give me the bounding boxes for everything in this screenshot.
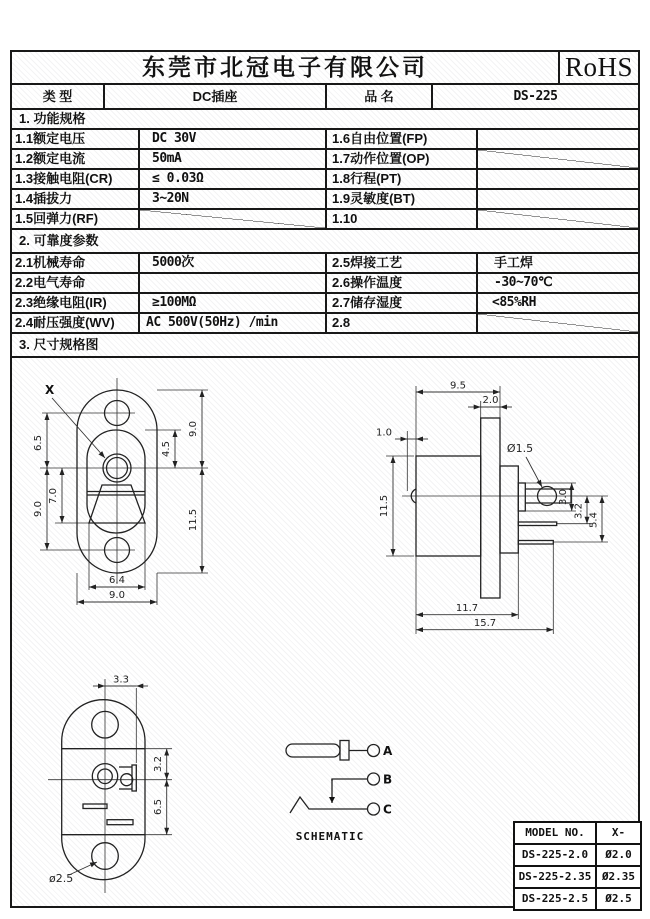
spec-value: DC 30V	[140, 130, 327, 148]
dim-label: 6.4	[109, 575, 125, 586]
model-table-row	[515, 845, 640, 867]
spec-label: 1.9灵敏度(BT)	[327, 190, 478, 208]
spec-row	[12, 190, 638, 210]
schematic-caption: SCHEMATIC	[295, 830, 365, 843]
section1-title: 1. 功能规格	[19, 111, 86, 126]
spec-label: 2.2电气寿命	[12, 274, 140, 292]
spec-row	[12, 210, 638, 230]
section3-title-row	[12, 334, 638, 358]
dim-label: ø2.5	[49, 872, 74, 885]
x-dim-header: X-	[611, 826, 626, 839]
product-name-value: DS-225	[513, 89, 558, 104]
model-no-value: DS-225-2.35	[515, 867, 597, 887]
dim-label: 9.0	[33, 501, 44, 517]
spec-value: AC 500V(50Hz) /min	[140, 314, 327, 332]
pin-c-label: C	[383, 802, 392, 817]
pin-a-label: A	[383, 744, 393, 758]
spec-label: 2.6操作温度	[327, 274, 478, 292]
section1-title-row	[12, 110, 638, 130]
dim-label: Ø1.5	[506, 442, 534, 455]
spec-label: 2.8	[327, 314, 478, 332]
spec-row	[12, 314, 638, 334]
type-row	[12, 85, 638, 110]
spec-label: 1.5回弹力(RF)	[12, 210, 140, 228]
dim-label: 9.0	[188, 421, 199, 437]
x-marker-label: X	[45, 383, 55, 397]
spec-label: 2.3绝缘电阻(IR)	[12, 294, 140, 312]
spec-label: 1.2额定电流	[12, 150, 140, 168]
spec-row	[12, 150, 638, 170]
spec-value: <85%RH	[492, 295, 536, 310]
blank-slash-cell	[140, 210, 327, 228]
spec-label: 1.3接触电阻(CR)	[12, 170, 140, 188]
spec-row	[12, 130, 638, 150]
spec-value: 手工焊	[494, 255, 534, 270]
spec-value	[478, 190, 638, 208]
spec-value: 5000次	[140, 254, 327, 272]
side-view-drawing	[340, 373, 640, 663]
spec-row	[12, 294, 638, 314]
type-label: 类 型	[12, 85, 105, 108]
model-table-row	[515, 867, 640, 889]
dim-label: 1.0	[376, 427, 392, 439]
spec-label: 1.6自由位置(FP)	[327, 130, 478, 148]
spec-label: 1.4插拔力	[12, 190, 140, 208]
spec-value: -30~70℃	[494, 275, 553, 290]
model-no-value: DS-225-2.5	[515, 889, 597, 909]
dim-label: 6.5	[33, 435, 44, 451]
front-view-drawing	[25, 368, 315, 658]
dim-label: 11.5	[379, 494, 390, 518]
pin-b-label: B	[383, 772, 393, 787]
spec-value	[140, 274, 327, 292]
spec-value: 3~20N	[140, 190, 327, 208]
dim-label: 7.0	[48, 488, 59, 504]
product-name-label: 品 名	[327, 85, 433, 108]
spec-label: 2.5焊接工艺	[327, 254, 478, 272]
section2-title: 2. 可靠度参数	[19, 233, 99, 248]
dim-label: 4.5	[161, 441, 172, 457]
blank-slash-cell	[478, 314, 638, 332]
spec-value	[478, 130, 638, 148]
dim-label: 5.4	[588, 512, 600, 528]
spec-value: ≤ 0.03Ω	[140, 170, 327, 188]
spec-row	[12, 170, 638, 190]
blank-slash-cell	[478, 150, 638, 168]
section2-title-row	[12, 230, 638, 254]
type-value: DC插座	[105, 85, 327, 108]
spec-label: 2.7储存湿度	[327, 294, 478, 312]
dim-label: 15.7	[473, 618, 497, 629]
dim-label: 9.0	[109, 590, 125, 601]
blank-slash-cell	[478, 210, 638, 228]
dim-label: 3.2	[153, 756, 164, 772]
spec-row	[12, 254, 638, 274]
dim-label: 2.0	[482, 395, 499, 406]
spec-row	[12, 274, 638, 294]
x-dim-value: Ø2.5	[605, 892, 632, 905]
model-table-header-row	[515, 823, 640, 845]
model-no-header: MODEL NO.	[515, 823, 597, 843]
spec-label: 2.4耐压强度(WV)	[12, 314, 140, 332]
schematic-drawing	[268, 723, 433, 853]
dim-label: 3.3	[113, 674, 129, 686]
x-dim-value: Ø2.35	[601, 870, 636, 883]
spec-label: 1.8行程(PT)	[327, 170, 478, 188]
section3-title: 3. 尺寸规格图	[19, 337, 99, 352]
dim-label: 11.5	[188, 508, 199, 532]
header-row	[12, 52, 638, 85]
model-table-row	[515, 889, 640, 909]
model-table	[513, 821, 642, 911]
dim-label: 11.7	[455, 603, 479, 614]
spec-label: 2.1机械寿命	[12, 254, 140, 272]
switch-contact-symbol	[290, 797, 368, 813]
dim-label: 3.0	[558, 489, 569, 505]
dim-label: 9.5	[450, 380, 466, 392]
company-name: 东莞市北冠电子有限公司	[12, 52, 560, 83]
model-no-value: DS-225-2.0	[515, 845, 597, 865]
rohs-badge: RoHS	[564, 52, 634, 82]
datasheet-frame	[10, 50, 640, 908]
spec-label: 1.10	[327, 210, 478, 228]
spec-value: 50mA	[140, 150, 327, 168]
spec-value: ≥100MΩ	[140, 294, 327, 312]
spec-value	[478, 170, 638, 188]
spec-label: 1.7动作位置(OP)	[327, 150, 478, 168]
plug-pin-symbol	[286, 744, 340, 757]
spec-label: 1.1额定电压	[12, 130, 140, 148]
x-dim-value: Ø2.0	[605, 848, 632, 861]
bottom-view-drawing	[35, 663, 235, 908]
dim-label: 3.2	[573, 503, 585, 519]
dim-label: 6.5	[153, 799, 164, 815]
